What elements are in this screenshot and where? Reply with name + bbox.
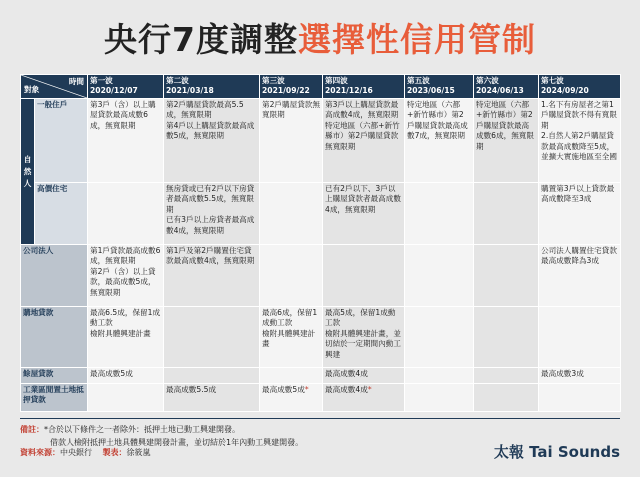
wave-header: 第一波 2020/12/07 bbox=[88, 75, 164, 99]
table-cell: 第1戶及第2戶購置住宅貸款最高成數4成，無寬限期 bbox=[164, 245, 260, 307]
table-cell bbox=[405, 368, 474, 384]
row-label-industrial: 工業區閒置土地抵押貸款 bbox=[21, 384, 88, 412]
table-cell bbox=[474, 368, 539, 384]
category-natural-person: 自然人 bbox=[21, 99, 35, 245]
table-cell bbox=[539, 307, 621, 368]
title-part1: 央行7度調整 bbox=[104, 20, 298, 59]
table-cell bbox=[260, 368, 323, 384]
table-cell: 已有2戶以下、3戶以上購屋貸款者最高成數4成，無寬限期 bbox=[323, 183, 405, 245]
table-cell bbox=[474, 307, 539, 368]
table-cell: 最高成數5.5成 bbox=[164, 384, 260, 412]
row-label-land: 購地貸款 bbox=[21, 307, 88, 368]
table-cell bbox=[405, 384, 474, 412]
wave-header: 第五波 2023/06/15 bbox=[405, 75, 474, 99]
row-general-household bbox=[21, 99, 621, 183]
table-cell bbox=[474, 384, 539, 412]
table-cell bbox=[260, 245, 323, 307]
row-corporate bbox=[21, 245, 621, 307]
wave-header: 第六波 2024/06/13 bbox=[474, 75, 539, 99]
table-cell bbox=[323, 245, 405, 307]
logo: 太報 Tai Sounds bbox=[493, 443, 620, 461]
table-cell: 特定地區（六都+新竹縣市）第2戶購屋貸款最高成數6成，無寬限期 bbox=[474, 99, 539, 183]
table-cell bbox=[164, 368, 260, 384]
table-cell: 特定地區（六都+新竹縣市）第2戶購屋貸款最高成數7成，無寬限期 bbox=[405, 99, 474, 183]
table-cell: 最高6成，保留1成動工款 檢附具體興建計畫 bbox=[260, 307, 323, 368]
table-cell bbox=[405, 245, 474, 307]
table-cell bbox=[260, 183, 323, 245]
table-cell: 最高成數5成 bbox=[88, 368, 164, 384]
row-label-corporate: 公司法人 bbox=[21, 245, 88, 307]
header-object-label: 對象 bbox=[24, 84, 40, 94]
row-label-high-value: 高價住宅 bbox=[35, 183, 88, 245]
row-label-vacant: 餘屋貸款 bbox=[21, 368, 88, 384]
row-label-general: 一般住戶 bbox=[35, 99, 88, 183]
wave-header: 第二波 2021/03/18 bbox=[164, 75, 260, 99]
table-cell: 最高成數4成 bbox=[323, 368, 405, 384]
table-cell: 無房貸或已有2戶以下房貸者最高成數5.5成，無寬限期 已有3戶以上房貸者最高成數4成，無寬限期 bbox=[164, 183, 260, 245]
maker-value: 徐筱嵐 bbox=[126, 448, 151, 457]
title-part2: 選擇性信用管制 bbox=[297, 20, 536, 59]
table-cell bbox=[88, 183, 164, 245]
table-cell: 最高成數3成 bbox=[539, 368, 621, 384]
page-title bbox=[0, 14, 640, 61]
table-cell bbox=[474, 183, 539, 245]
header-corner bbox=[21, 75, 88, 99]
table-cell: 購置第3戶以上貸款最高成數降至3成 bbox=[539, 183, 621, 245]
table-cell: 第1戶貸款最高成數6成，無寬限期 第2戶（含）以上貸款，最高成數5成，無寬限期 bbox=[88, 245, 164, 307]
table-cell: 第2戶購屋貸款最高5.5成，無寬限期 第4戶以上購屋貸款最高成數5成，無寬限期 bbox=[164, 99, 260, 183]
table-cell bbox=[539, 384, 621, 412]
credit-control-table bbox=[20, 74, 621, 412]
table-cell bbox=[164, 307, 260, 368]
table-cell bbox=[88, 384, 164, 412]
table-cell: 1.名下有房屋者之第1戶購屋貸款不得有寬限期 2.自然人第2戶購屋貸款最高成數降至5成，並擴大實施地區至全國 bbox=[539, 99, 621, 183]
table-cell: 最高5成，保留1成動工款 檢附具體興建計畫，並切結於一定期間內動工興建 bbox=[323, 307, 405, 368]
table-cell: 最高6.5成，保留1成動工款 檢附具體興建計畫 bbox=[88, 307, 164, 368]
row-land-loan bbox=[21, 307, 621, 368]
table-cell: 第3戶以上購屋貸款最高成數4成，無寬限期 特定地區（六都+新竹縣市）第2戶購屋貸款無寬限期 bbox=[323, 99, 405, 183]
table-cell bbox=[405, 183, 474, 245]
table-cell: 第3戶（含）以上購屋貸款最高成數6成，無寬限期 bbox=[88, 99, 164, 183]
row-high-value-housing bbox=[21, 183, 621, 245]
table-cell: 公司法人購置住宅貸款最高成數降為3成 bbox=[539, 245, 621, 307]
table-cell: 最高成數5成* bbox=[260, 384, 323, 412]
maker-label: 製表： bbox=[102, 448, 127, 457]
row-vacant-loan bbox=[21, 368, 621, 384]
table-cell: 最高成數4成* bbox=[323, 384, 405, 412]
notes-label: 備註： bbox=[20, 425, 44, 434]
row-industrial-loan bbox=[21, 384, 621, 412]
header-row bbox=[21, 75, 621, 99]
source-label: 資料來源： bbox=[20, 448, 60, 457]
table-cell bbox=[405, 307, 474, 368]
notes-line2: 借款人檢附抵押土地具體興建開發計畫，並切結於1年內動工興建開發。 bbox=[50, 438, 304, 447]
wave-header: 第三波 2021/09/22 bbox=[260, 75, 323, 99]
wave-header: 第七波 2024/09/20 bbox=[539, 75, 621, 99]
table-cell: 第2戶購屋貸款無寬限期 bbox=[260, 99, 323, 183]
wave-header: 第四波 2021/12/16 bbox=[323, 75, 405, 99]
header-time-label: 時間 bbox=[68, 77, 84, 86]
source bbox=[20, 447, 151, 458]
source-value: 中央銀行 bbox=[60, 448, 92, 457]
notes-line1: *合於以下條件之一者除外：抵押土地已動工興建開發。 bbox=[44, 425, 240, 434]
table-cell bbox=[474, 245, 539, 307]
